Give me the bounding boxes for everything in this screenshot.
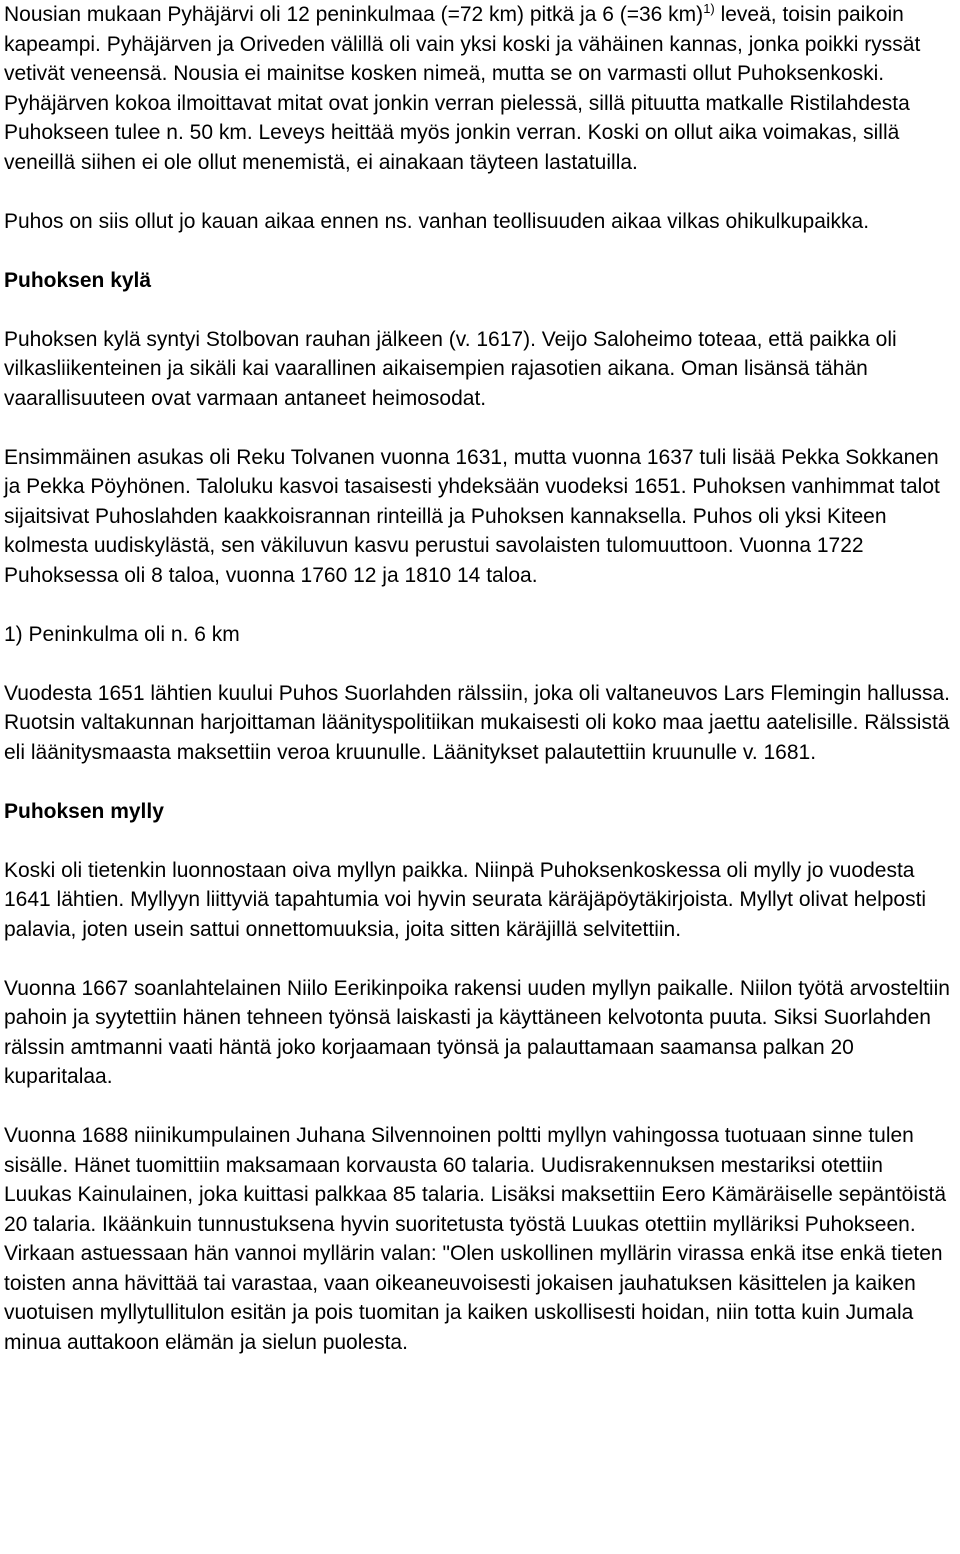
paragraph-kyla-origin: Puhoksen kylä syntyi Stolbovan rauhan jälkeen (v. 1617). Veijo Saloheimo toteaa, että paikka oli vilkasliikenteinen ja sikäli kai vaarallinen aikaisempien rajasotien aikana. Oman lisänsä tähän vaarallisuuteen ovat varmaan antaneet heimosodat. [4, 327, 897, 410]
paragraph-ralssi: Vuodesta 1651 lähtien kuului Puhos Suorlahden rälssiin, joka oli valtaneuvos Lars Flemingin hallussa. Ruotsin valtakunnan harjoittaman läänityspolitiikan mukaisesti oli koko maa jaettu aatelisille. Rälssistä eli läänitysmaasta maksettiin veroa kruunulle. Läänitykset palautettiin kruunulle v. 1681. [4, 681, 950, 764]
paragraph-mylly-1667: Vuonna 1667 soanlahtelainen Niilo Eerikinpoika rakensi uuden myllyn paikalle. Niilon työtä arvosteltiin pahoin ja syytettiin hänen tehneen työnsä laiskasti ja käyttäneen kelvotonta puuta. Siksi Suorlahden rälssin amtmanni vaati häntä joko korjaamaan työnsä ja palauttamaan saamansa palkan 20 kuparitalaa. [4, 976, 950, 1088]
paragraph-pyhajarvi [4, 0, 954, 177]
footnote-marker: 1) [703, 1, 715, 16]
paragraph-text: leveä, toisin paikoin kapeampi. Pyhäjärven ja Oriveden välillä oli vain yksi koski ja vähäinen kannas, jonka poikki ryssät vetivät veneensä. Nousia ei mainitse kosken nimeä, mutta se on varmasti ollut Puhoksenkoski. Pyhäjärven kokoa ilmoittavat mitat ovat jonkin verran pielessä, sillä pituutta matkalle Ristilahdesta Puhokseen tulee n. 50 km. Leveys heittää myös jonkin verran. Koski on ollut aika voimakas, sillä veneillä siihen ei ole ollut menemistä, ei ainakaan täyteen lastatuilla. [4, 3, 921, 174]
paragraph-text: Nousian mukaan Pyhäjärvi oli 12 peninkulmaa (=72 km) pitkä ja 6 (=36 km) [4, 3, 704, 26]
paragraph-settlers: Ensimmäinen asukas oli Reku Tolvanen vuonna 1631, mutta vuonna 1637 tuli lisää Pekka Sokkanen ja Pekka Pöyhönen. Taloluku kasvoi tasaisesti yhdeksään vuodeksi 1651. Puhoksen vanhimmat talot sijaitsivat Puhoslahden kaakkoisrannan rinteillä ja Puhoksen kannaksella. Puhos oli yksi Kiteen kolmesta uudiskylästä, sen väkiluvun kasvu perustui savolaisten tulomuuttoon. Vuonna 1722 Puhoksessa oli 8 taloa, vuonna 1760 12 ja 1810 14 taloa. [4, 445, 940, 587]
section-heading-puhoksen-mylly: Puhoksen mylly [4, 799, 164, 823]
footnote: 1) Peninkulma oli n. 6 km [4, 622, 240, 646]
paragraph-mylly-1688: Vuonna 1688 niinikumpulainen Juhana Silvennoinen poltti myllyn vahingossa tuotuaan sinne tulen sisälle. Hänet tuomittiin maksamaan korvausta 60 talaria. Uudisrakennuksen mestariksi otettiin Luukas Kainulainen, joka kuittasi palkkaa 85 talaria. Lisäksi maksettiin Eero Kämäräiselle sepäntöistä 20 talaria. Ikäänkuin tunnustuksena hyvin suoritetusta työstä Luukas otettiin mylläriksi Puhokseen. Virkaan astuessaan hän vannoi myllärin valan: "Olen uskollinen myllärin virassa enkä itse enkä tieten toisten anna hävittää tai varastaa, vaan oikeaneuvoisesti jokaisen jauhatuksen käsittelen ja kaiken vuotuisen myllytullitulon esitän ja pois tuomitan ja kaiken uskollisesti hoidan, niin totta kuin Jumala minua auttakoon elämän ja sielun puolesta. [4, 1124, 947, 1354]
paragraph-puhos: Puhos on siis ollut jo kauan aikaa ennen ns. vanhan teollisuuden aikaa vilkas ohikulkupaikka. [4, 209, 870, 233]
section-heading-puhoksen-kyla: Puhoksen kylä [4, 268, 152, 292]
paragraph-mylly-paikka: Koski oli tietenkin luonnostaan oiva myllyn paikka. Niinpä Puhoksenkoskessa oli mylly jo vuodesta 1641 lähtien. Myllyyn liittyviä tapahtumia voi hyvin seurata käräjäpöytäkirjoista. Myllyt olivat helposti palavia, joten usein sattui onnettomuuksia, joita sitten käräjillä selvitettiin. [4, 858, 927, 941]
